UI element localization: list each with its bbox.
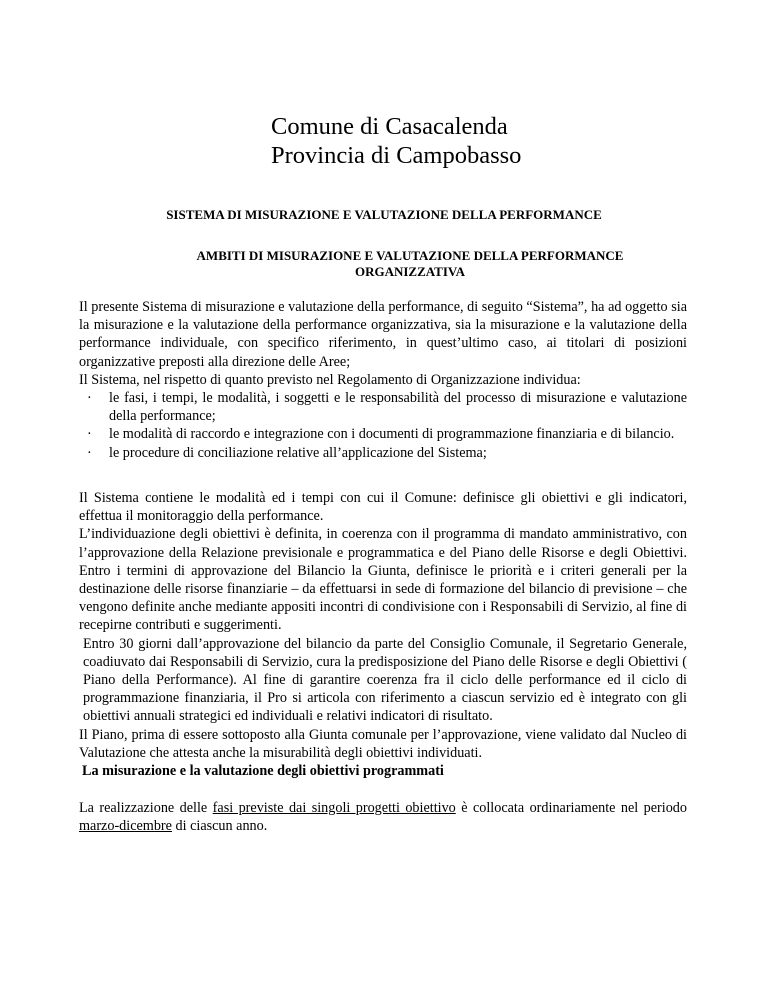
bullet-icon: · — [87, 444, 92, 461]
municipality-header — [271, 112, 521, 170]
body-paragraph: Il Sistema contiene le modalità ed i tempi con cui il Comune: definisce gli obiettivi e gli indicatori, effettua il monitoraggio della performance. — [79, 490, 687, 525]
list-item-text: le procedure di conciliazione relative all’applicazione del Sistema; — [109, 444, 487, 461]
subsection-paragraph — [79, 799, 687, 835]
section-heading: AMBITI DI MISURAZIONE E VALUTAZIONE DELLA PERFORMANCE ORGANIZZATIVA — [196, 248, 624, 279]
body-paragraph: L’individuazione degli obiettivi è definita, in coerenza con il programma di mandato amministrativo, con l’approvazione della Relazione previsionale e programmatica e del Piano delle Risorse e degli Obiettivi. Entro i termini di approvazione del Bilancio la Giunta, definisce le priorità e i criteri generali per la destinazione delle risorse finanziarie – da effettuarsi in sede di formazione del bilancio di previsione – che vengono definite anche mediante appositi incontri di condivisione con i Responsabili di Servizio, al fine di recepirne contributi e suggerimenti. — [79, 526, 687, 634]
body-block — [79, 489, 687, 762]
list-item-text: le modalità di raccordo e integrazione con i documenti di programmazione finanziaria e di bilancio. — [109, 426, 675, 443]
intro-list-lead: Il Sistema, nel rispetto di quanto previsto nel Regolamento di Organizzazione individua: — [79, 371, 581, 388]
bullet-icon: · — [87, 426, 92, 443]
intro-list — [79, 389, 687, 462]
body-paragraph: Il Piano, prima di essere sottoposto alla Giunta comunale per l’approvazione, viene validato dal Nucleo di Valutazione che attesta anche la misurabilità degli obiettivi individuati. — [79, 726, 687, 761]
document-title: SISTEMA DI MISURAZIONE E VALUTAZIONE DELLA PERFORMANCE — [166, 207, 602, 222]
text-run: di ciascun anno. — [171, 818, 268, 835]
list-item — [79, 389, 687, 425]
intro-paragraph: Il presente Sistema di misurazione e valutazione della performance, di seguito “Sistema”, ha ad oggetto sia la misurazione e la valutazione della performance organizzativa, sia la misurazione e la valutazione della performance individuale, con specifico riferimento, in quest’ultimo caso, ai titolari di posizioni organizzative preposti alla direzione delle Aree; — [79, 299, 687, 370]
body-paragraph: Entro 30 giorni dall’approvazione del bilancio da parte del Consiglio Comunale, il Segretario Generale, coadiuvato dai Responsabili di Servizio, cura la predisposizione del Piano delle Risorse e degli Obiettivi ( Piano della Performance). Al fine di garantire coerenza fra il ciclo delle performance ed il ciclo di programmazione finanziaria, il Pro si articola con riferimento a ciascun servizio ed è integrato con gli obiettivi annuali strategici ed individuali e relativi indicatori di risultato. — [83, 635, 687, 725]
underlined-text: marzo-dicembre — [79, 818, 172, 835]
intro-block — [79, 298, 687, 462]
bullet-icon: · — [87, 390, 92, 407]
list-item-text: le fasi, i tempi, le modalità, i soggetti e le responsabilità del processo di misurazione e valutazione della performance; — [109, 390, 687, 425]
text-run: La realizzazione delle — [79, 800, 213, 816]
subsection-title: La misurazione e la valutazione degli obiettivi programmati — [82, 763, 444, 779]
list-item — [79, 444, 687, 462]
province-name: Provincia di Campobasso — [271, 142, 522, 169]
list-item — [79, 425, 687, 443]
underlined-text: fasi previste dai singoli progetti obiettivo — [212, 800, 456, 816]
text-run: è collocata ordinariamente nel periodo — [455, 800, 687, 816]
municipality-name: Comune di Casacalenda — [271, 113, 508, 140]
